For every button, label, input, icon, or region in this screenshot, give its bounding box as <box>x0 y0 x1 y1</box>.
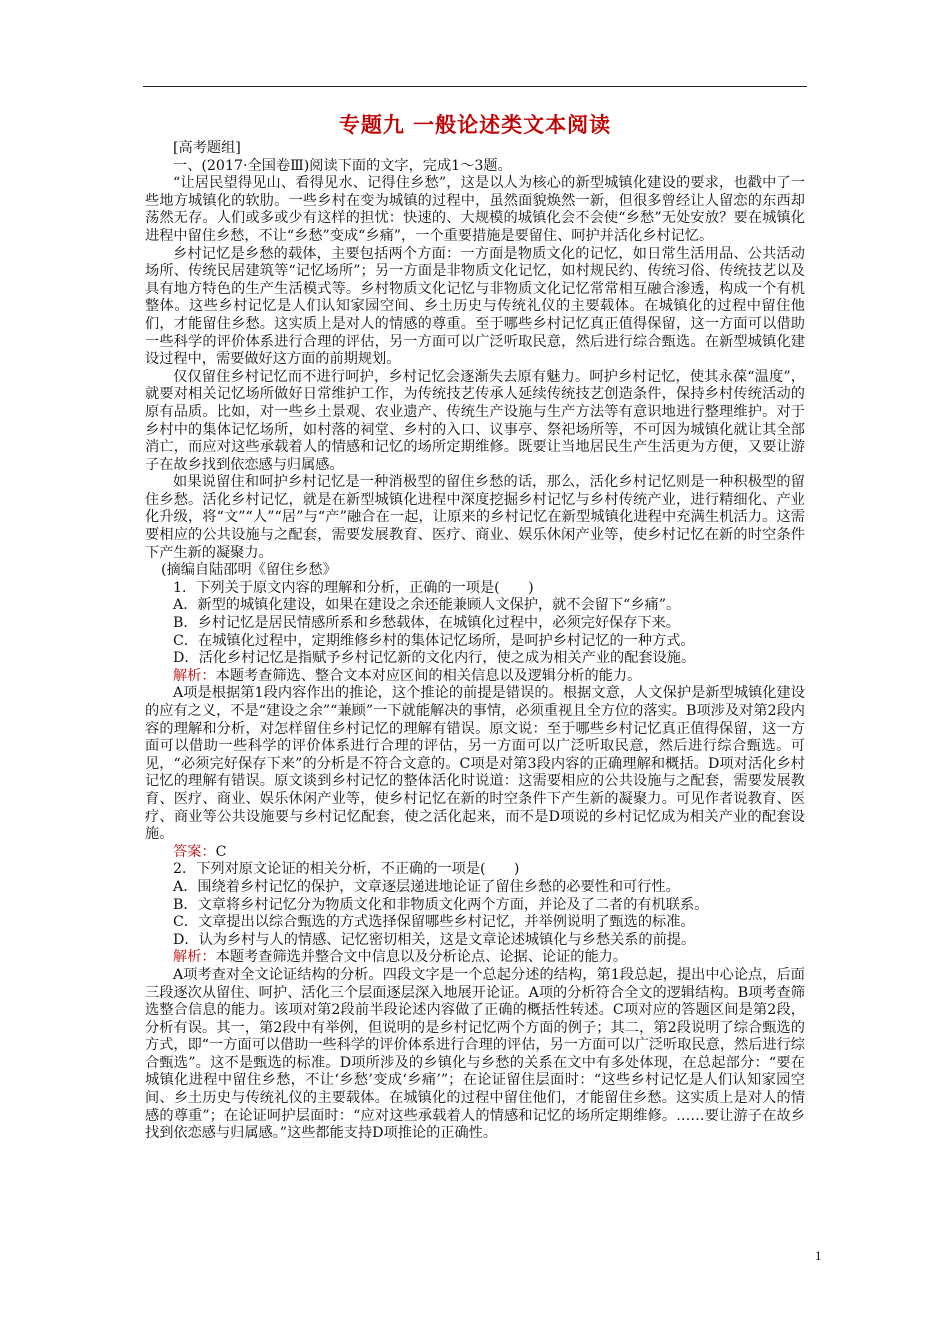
q2-option-a: A．围绕着乡村记忆的保护，文章逐层递进地论证了留住乡愁的必要性和可行性。 <box>173 878 680 895</box>
q1-analysis-label: 解析： <box>173 667 216 684</box>
q1-option-d: D．活化乡村记忆是指赋予乡村记忆新的文化内行，使之成为相关产业的配套设施。 <box>173 650 696 667</box>
passage-paragraph-4: 如果说留住和呵护乡村记忆是一种消极型的留住乡愁的话，那么，活化乡村记忆则是一种积极型的留住乡愁。活化乡村记忆，就是在新型城镇化进程中深度挖掘乡村记忆与乡村传统产业，进行精细化、产业化升级，将“文”“人”“居”与“产”融合在一起，让原来的乡村记忆在新型城镇化进程中充满生机活力。这需要相应的公共设施与之配套，需要发展教育、医疗、商业、娱乐休闲产业等，使乡村记忆在新的时空条件下产生新的凝聚力。 <box>145 474 805 561</box>
q2-option-d: D．认为乡村与人的情感、记忆密切相关，这是文章论述城镇化与乡愁关系的前提。 <box>173 931 696 948</box>
page-number: 1 <box>815 1248 822 1263</box>
question-intro: 一、(2017·全国卷Ⅲ)阅读下面的文字，完成1～3题。 <box>173 157 512 174</box>
q2-option-b: B．文章将乡村记忆分为物质文化和非物质文化两个方面，并论及了二者的有机联系。 <box>173 896 709 913</box>
passage-paragraph-1: “让居民望得见山、看得见水、记得住乡愁”，这是以人为核心的新型城镇化建设的要求，也戳中了一些地方城镇化的软肋。一些乡村在变为城镇的过程中，虽然面貌焕然一新，但很多曾经让人留恋的东西却荡然无存。人们或多或少有这样的担忧：快速的、大规模的城镇化会不会使“乡愁”无处安放？要在城镇化进程中留住乡愁，不让“乡愁”变成“乡痛”，一个重要措施是要留住、呵护并活化乡村记忆。 <box>145 175 805 244</box>
q1-answer-value: C <box>215 843 227 860</box>
q1-option-c: C．在城镇化过程中，定期维修乡村的集体记忆场所，是呵护乡村记忆的一种方式。 <box>173 632 695 649</box>
q2-analysis-first: 本题考查筛选并整合文中信息以及分析论点、论据、论证的能力。 <box>215 949 628 966</box>
q2-analysis-intro <box>145 949 805 967</box>
passage-paragraph-3: 仅仅留住乡村记忆而不进行呵护，乡村记忆会逐渐失去原有魅力。呵护乡村记忆，使其永葆“温度”，就要对相关记忆场所做好日常维护工作，为传统技艺传承人延续传统技艺创造条件，保持乡村传统活动的原有品质。比如，对一些乡土景观、农业遗产、传统生产设施与生产方法等有意识地进行整理维护。对于乡村中的集体记忆场所，如村落的祠堂、乡村的入口、议事亭、祭祀场所等，不可因为城镇化就让其全部消亡，而应对这些承载着人的情感和记忆的场所定期维修。既要让当地居民生产生活更为方便，又要让游子在故乡找到依恋感与归属感。 <box>145 368 805 473</box>
q2-analysis-body: A项考查对全文论证结构的分析。四段文字是一个总起分述的结构，第1段总起，提出中心论点，后面三段逐次从留住、呵护、活化三个层面逐层深入地展开论证。A项的分析符合全文的逻辑结构。B项考查筛选整合信息的能力。该项对第2段前半段论述内容做了正确的概括性转述。C项对应的答题区间是第2段，分析有误。其一，第2段中有举例，但说明的是乡村记忆两个方面的例子；其二，第2段说明了综合甄选的方式，即“一方面可以借助一些科学的评价体系进行合理的评估，另一方面可以广泛听取民意，然后进行综合甄选”。这不是甄选的标准。D项所涉及的乡镇化与乡愁的关系在文中有多处体现，在总起部分：“要在城镇化进程中留住乡愁，不让‘乡愁’变成‘乡痛’”；在论证留住层面时：“这些乡村记忆是人们认知家园空间、乡土历史与传统礼仪的主要载体。在城镇化的过程中留住他们，才能留住乡愁。这实质上是对人的情感的尊重”；在论证呵护层面时：“应对这些承载着人的情感和记忆的场所定期维修。……要让游子在故乡找到依恋感与归属感。”这些都能支持D项推论的正确性。 <box>145 966 805 1142</box>
q2-analysis-label: 解析： <box>173 949 216 966</box>
q2-option-c: C．文章提出以综合甄选的方式选择保留哪些乡村记忆，并举例说明了甄选的标准。 <box>173 914 695 931</box>
document-body <box>145 112 805 1143</box>
header-rule <box>143 86 807 87</box>
page-title: 专题九 一般论述类文本阅读 <box>338 112 612 137</box>
q1-stem: 1．下列关于原文内容的理解和分析，正确的一项是( ) <box>173 579 534 596</box>
passage-paragraph-2: 乡村记忆是乡愁的载体，主要包括两个方面：一方面是物质文化的记忆，如日常生活用品、公共活动场所、传统民居建筑等“记忆场所”；另一方面是非物质文化记忆，如村规民约、传统习俗、传统技艺以及具有地方特色的生产生活模式等。乡村物质文化记忆与非物质文化记忆常常相互融合渗透，构成一个有机整体。这些乡村记忆是人们认知家园空间、乡土历史与传统礼仪的主要载体。在城镇化的过程中留住他们，才能留住乡愁。这实质上是对人的情感的尊重。至于哪些乡村记忆真正值得保留，这一方面可以借助一些科学的评价体系进行合理的评估，另一方面可以广泛听取民意，然后进行综合甄选。在新型城镇化建设过程中，需要做好这方面的前期规划。 <box>145 245 805 368</box>
q1-answer-label: 答案： <box>173 843 216 860</box>
q1-option-a: A．新型的城镇化建设，如果在建设之余还能兼顾人文保护，就不会留下“乡痛”。 <box>173 597 681 614</box>
q1-answer <box>145 844 805 862</box>
q1-analysis-body: A项是根据第1段内容作出的推论，这个推论的前提是错误的。根据文意，人文保护是新型城镇化建设的应有之义，不是“建设之余”“兼顾”一下就能解决的事情，必须重视且全方位的落实。B项涉及对第2段内容的理解和分析，对怎样留住乡村记忆的理解有错误。原文说：至于哪些乡村记忆真正值得保留，这一方面可以借助一些科学的评价体系进行合理的评估，另一方面可以广泛听取民意，然后进行综合甄选。可见，“必须完好保存下来”的分析是不符合文意的。C项是对第3段内容的正确理解和概括。D项对活化乡村记忆的理解有错误。原文谈到乡村记忆的整体活化时说道：这需要相应的公共设施与之配套，需要发展教育、医疗、商业、娱乐休闲产业等，使乡村记忆在新的时空条件下产生新的凝聚力。可见作者说教育、医疗、商业等公共设施要与乡村记忆配套，使之活化起来，而不是D项说的乡村记忆成为相关产业的配套设施。 <box>145 685 805 843</box>
passage-source: (摘编自陆邵明《留住乡愁》 <box>161 562 337 579</box>
q1-analysis-first: 本题考查筛选、整合文本对应区间的相关信息以及逻辑分析的能力。 <box>215 667 642 684</box>
group-label: [高考题组] <box>173 140 241 156</box>
q1-analysis-intro <box>145 668 805 686</box>
q2-stem: 2．下列对原文论证的相关分析，不正确的一项是( ) <box>173 861 520 878</box>
q1-option-b: B．乡村记忆是居民情感所系和乡愁载体，在城镇化过程中，必须完好保存下来。 <box>173 615 680 632</box>
